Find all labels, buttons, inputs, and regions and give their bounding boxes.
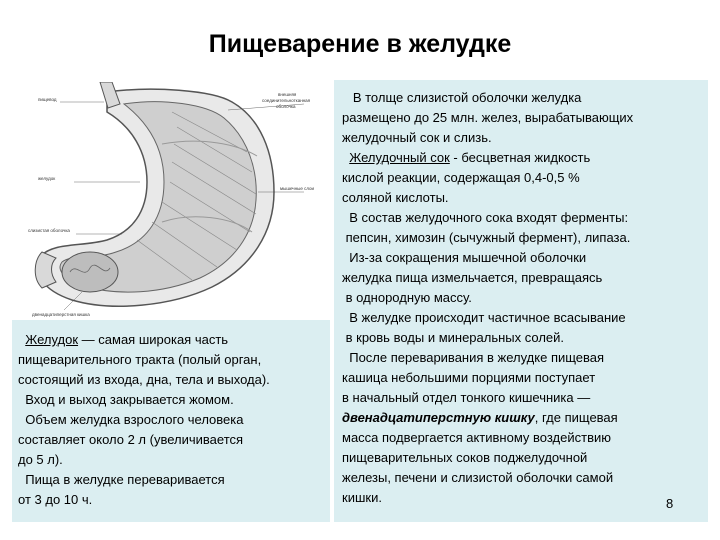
slide-title: Пищеварение в желудке	[208, 30, 512, 58]
left-line-4: Вход и выход закрывается жомом.	[18, 392, 234, 407]
label-muscle-layers: мышечные слои	[280, 186, 315, 191]
stomach-diagram	[12, 82, 332, 320]
left-line-1: Желудок — самая широкая часть	[25, 332, 229, 347]
right-line-3: желудочный сок и слизь.	[342, 130, 492, 145]
right-line-9: Из-за сокращения мышечной оболочки	[342, 250, 587, 265]
label-outer-layer-3: оболочка	[276, 104, 296, 109]
right-text-panel	[334, 80, 708, 522]
stomach-illustration	[12, 82, 332, 320]
left-text-panel	[12, 320, 330, 522]
right-line-17: двенадцатиперстную кишку, где пищевая	[342, 410, 618, 425]
right-line-13: в кровь воды и минеральных солей.	[342, 330, 565, 345]
left-line-5: Объем желудка взрослого человека	[18, 412, 244, 427]
right-line-8: пепсин, химозин (сычужный фермент), липаза.	[342, 230, 631, 245]
label-outer-layer-2: соединительнотканная	[262, 98, 311, 103]
left-line-7: до 5 л).	[18, 452, 63, 467]
right-line-14: После переваривания в желудке пищевая	[342, 350, 605, 365]
label-mucosa: слизистая оболочка	[28, 228, 70, 233]
right-line-6: соляной кислоты.	[342, 190, 449, 205]
label-stomach: желудок	[38, 176, 56, 181]
right-line-7: В состав желудочного сока входят ферменты:	[342, 210, 629, 225]
right-line-18: масса подвергается активному воздействию	[342, 430, 612, 445]
term-duodenum: двенадцатиперстную кишку	[342, 410, 535, 425]
left-line-6: составляет около 2 л (увеличивается	[18, 432, 244, 447]
right-line-2: размещено до 25 млн. желез, вырабатывающих	[342, 110, 634, 125]
right-line-19: пищеварительных соков поджелудочной	[342, 450, 588, 465]
left-line-8: Пища в желудке переваривается	[18, 472, 225, 487]
term-gastric-juice: Желудочный сок	[349, 150, 450, 165]
right-line-11: в однородную массу.	[342, 290, 472, 305]
right-line-5: кислой реакции, содержащая 0,4-0,5 %	[342, 170, 580, 185]
right-line-15: кашица небольшими порциями поступает	[342, 370, 596, 385]
right-line-1: В толще слизистой оболочки желудка	[342, 90, 582, 105]
label-esophagus: пищевод	[38, 97, 57, 102]
right-line-20: железы, печени и слизистой оболочки самой	[342, 470, 614, 485]
right-line-12: В желудке происходит частичное всасывание	[342, 310, 626, 325]
right-line-10: желудка пища измельчается, превращаясь	[342, 270, 603, 285]
term-stomach: Желудок	[25, 332, 79, 347]
esophagus	[100, 82, 120, 108]
label-outer-layer-1: внешняя	[278, 92, 297, 97]
page-number: 8	[666, 496, 674, 511]
right-line-16: в начальный отдел тонкого кишечника —	[342, 390, 591, 405]
left-line-9: от 3 до 10 ч.	[18, 492, 93, 507]
right-line-4: Желудочный сок - бесцветная жидкость	[349, 150, 591, 165]
left-line-3: состоящий из входа, дна, тела и выхода).	[18, 372, 270, 387]
left-line-2: пищеварительного тракта (полый орган,	[18, 352, 262, 367]
right-line-21: кишки.	[342, 490, 382, 505]
label-duodenum: двенадцатиперстная кишка	[32, 312, 90, 317]
